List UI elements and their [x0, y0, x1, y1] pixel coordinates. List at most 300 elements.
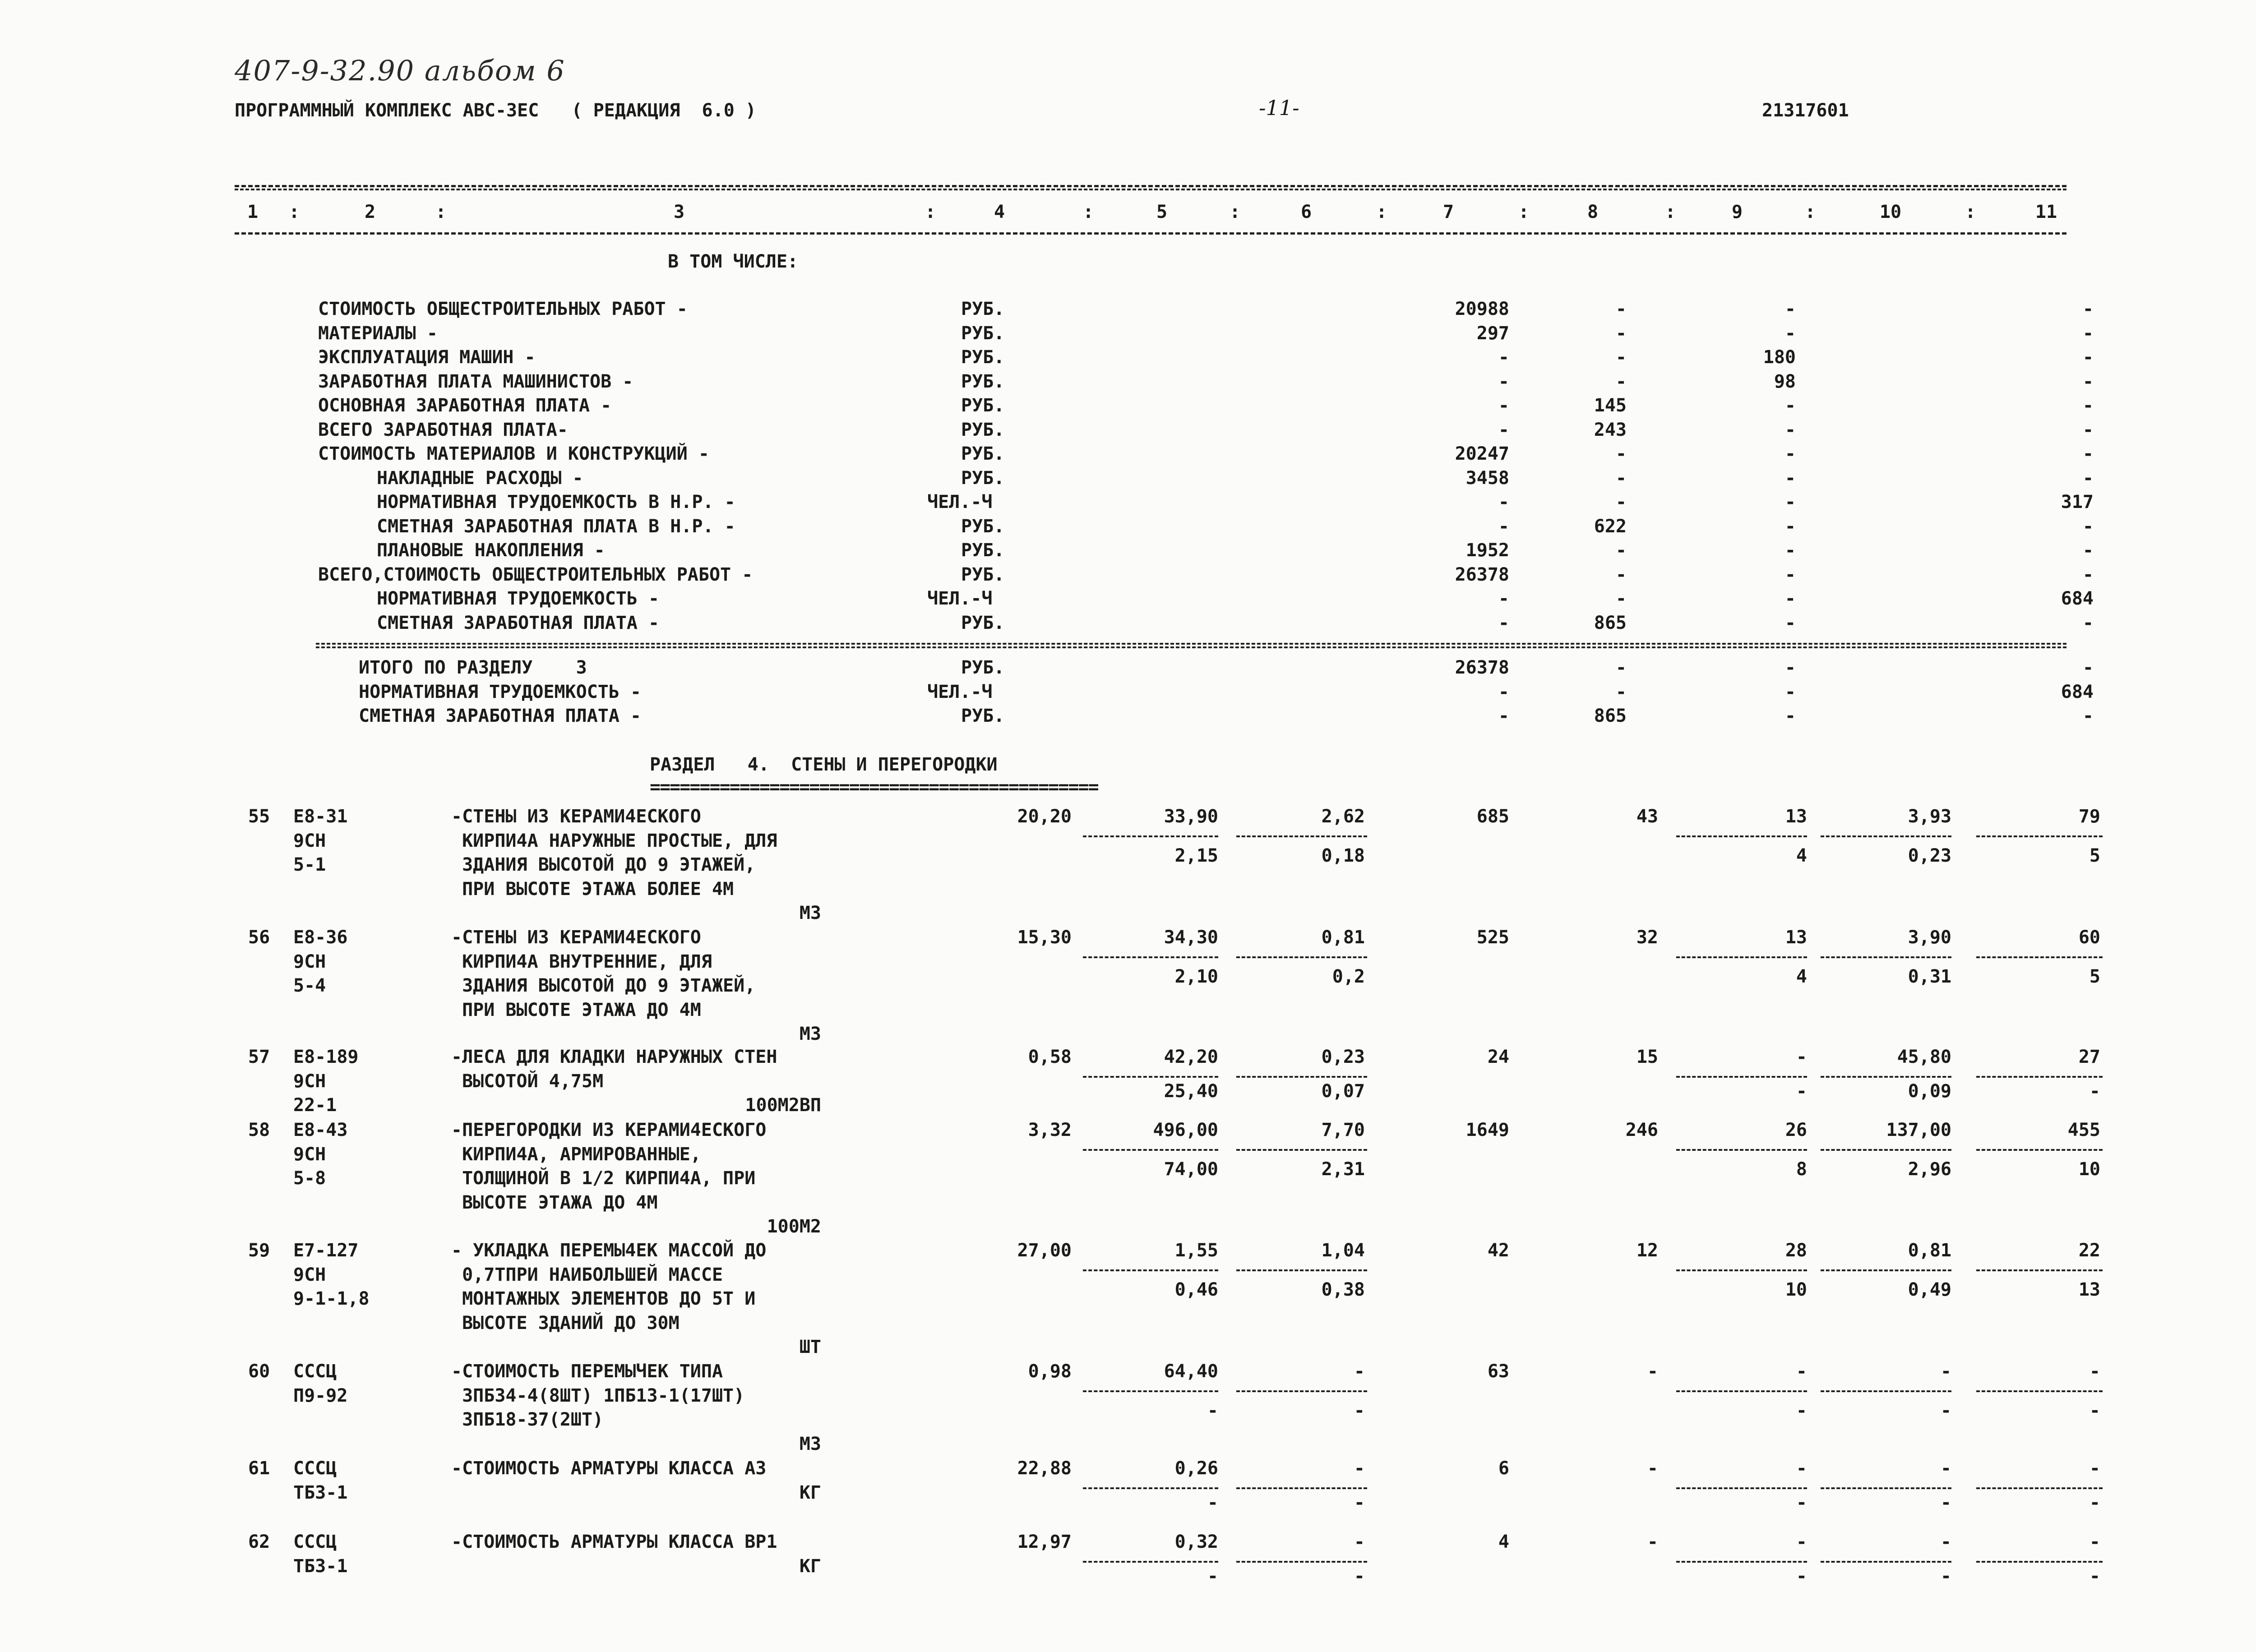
item-col7: 42: [1487, 1240, 1509, 1261]
summary-label: СТОИМОСТЬ МАТЕРИАЛОВ И КОНСТРУКЦИЙ -: [318, 443, 709, 464]
item-sub-col10: -: [1940, 1400, 1951, 1421]
summary-col11: -: [2082, 299, 2094, 319]
item-code: 5-1: [293, 854, 326, 875]
item-col5: 34,30: [1164, 927, 1218, 948]
item-col7: 685: [1476, 806, 1509, 827]
item-col6: -: [1354, 1532, 1365, 1552]
summary-col8: -: [1615, 588, 1627, 609]
item-unit: КГ: [799, 1555, 821, 1577]
summary-col11: -: [2082, 323, 2094, 344]
column-header-8: 8: [1587, 202, 1599, 222]
totals-label: ИТОГО ПО РАЗДЕЛУ 3: [359, 657, 587, 678]
item-sub-col5: -: [1207, 1565, 1218, 1587]
item-number: 57: [248, 1047, 270, 1067]
item-col4: 27,00: [1017, 1240, 1072, 1261]
summary-unit: РУБ.: [961, 467, 1005, 489]
summary-title: В ТОМ ЧИСЛЕ:: [668, 251, 798, 272]
item-col11: 22: [2078, 1240, 2100, 1261]
summary-label: НОРМАТИВНАЯ ТРУДОЕМКОСТЬ -: [377, 588, 660, 609]
item-col10: -: [1940, 1532, 1951, 1552]
item-code: Е8-31: [293, 806, 348, 827]
item-sub-col9: 4: [1796, 966, 1807, 987]
item-sub-col10: 0,23: [1908, 845, 1951, 866]
item-col11: -: [2089, 1458, 2100, 1479]
totals-col11: -: [2082, 657, 2094, 678]
item-divider-col10: [1821, 1269, 1951, 1271]
item-sub-col6: 0,07: [1321, 1080, 1365, 1102]
item-col9: 13: [1785, 806, 1807, 827]
summary-col11: -: [2082, 467, 2094, 489]
column-header-10: 10: [1879, 202, 1902, 222]
item-sub-col5: 2,15: [1174, 845, 1218, 866]
item-col9: -: [1796, 1458, 1807, 1479]
item-col4: 12,97: [1017, 1532, 1072, 1552]
item-divider-col10: [1821, 1149, 1951, 1151]
summary-unit: РУБ.: [961, 347, 1005, 368]
item-sub-col6: 2,31: [1321, 1159, 1365, 1180]
item-divider-col11: [1976, 1390, 2103, 1392]
item-description: -ЛЕСА ДЛЯ КЛАДКИ НАРУЖНЫХ СТЕН: [451, 1047, 777, 1067]
item-sub-col10: 0,49: [1908, 1279, 1951, 1300]
summary-col9: -: [1784, 299, 1796, 319]
summary-col7: -: [1498, 419, 1509, 440]
item-sub-col5: 2,10: [1174, 966, 1218, 987]
summary-col9: -: [1784, 516, 1796, 537]
totals-col9: -: [1784, 681, 1796, 702]
summary-unit: РУБ.: [961, 443, 1005, 464]
item-description: ЗДАНИЯ ВЫСОТОЙ ДО 9 ЭТАЖЕЙ,: [451, 975, 756, 996]
section-title: РАЗДЕЛ 4. СТЕНЫ И ПЕРЕГОРОДКИ: [650, 754, 998, 775]
item-col8: 15: [1636, 1047, 1658, 1067]
summary-col7: 297: [1476, 323, 1509, 344]
item-sub-col6: -: [1354, 1492, 1365, 1513]
summary-col7: -: [1498, 395, 1509, 416]
item-divider-col9: [1676, 1269, 1807, 1271]
item-col4: 3,32: [1028, 1120, 1072, 1140]
item-description: -ПЕРЕГОРОДКИ ИЗ КЕРАМИ4ЕСКОГО: [451, 1120, 767, 1140]
column-separator: :: [1665, 202, 1676, 222]
item-col5: 1,55: [1174, 1240, 1218, 1261]
item-divider-col5: [1083, 1149, 1218, 1151]
table-top-rule: [235, 185, 2066, 187]
item-divider-col11: [1976, 1149, 2103, 1151]
item-divider-col10: [1821, 1390, 1951, 1392]
summary-label: СТОИМОСТЬ ОБЩЕСТРОИТЕЛЬНЫХ РАБОТ -: [318, 299, 688, 319]
item-code: 9-1-1,8: [293, 1288, 370, 1309]
item-code: ТБ3-1: [293, 1555, 348, 1577]
item-code: 5-4: [293, 975, 326, 996]
column-header-9: 9: [1731, 202, 1743, 222]
item-divider-col11: [1976, 1561, 2103, 1563]
item-description: -СТОИМОСТЬ АРМАТУРЫ КЛАССА ВР1: [451, 1532, 777, 1552]
item-col11: 79: [2078, 806, 2100, 827]
summary-col7: 20988: [1455, 299, 1509, 319]
summary-col7: -: [1498, 516, 1509, 537]
item-divider-col10: [1821, 956, 1951, 958]
column-header-4: 4: [994, 202, 1005, 222]
item-sub-col5: 74,00: [1164, 1159, 1218, 1180]
item-col9: -: [1796, 1532, 1807, 1552]
item-divider-col11: [1976, 956, 2103, 958]
item-col6: 1,04: [1321, 1240, 1365, 1261]
item-description: -СТОИМОСТЬ ПЕРЕМЫЧЕК ТИПА: [451, 1361, 723, 1382]
summary-col9: -: [1784, 540, 1796, 561]
item-divider-col10: [1821, 1076, 1951, 1078]
item-col4: 22,88: [1017, 1458, 1072, 1479]
item-divider-col5: [1083, 1390, 1218, 1392]
summary-col11: -: [2082, 371, 2094, 392]
totals-col8: -: [1615, 681, 1627, 702]
item-col6: -: [1354, 1458, 1365, 1479]
item-sub-col10: 0,09: [1908, 1080, 1951, 1102]
summary-col8: 243: [1594, 419, 1627, 440]
totals-unit: РУБ.: [961, 657, 1005, 678]
column-separator: :: [925, 202, 936, 222]
item-divider-col10: [1821, 1561, 1951, 1563]
item-code: 22-1: [293, 1095, 337, 1116]
item-description: ТОЛЩИНОЙ В 1/2 КИРПИ4А, ПРИ: [451, 1168, 756, 1189]
item-col6: -: [1354, 1361, 1365, 1382]
item-col5: 64,40: [1164, 1361, 1218, 1382]
summary-col11: -: [2082, 516, 2094, 537]
item-description: 0,7ТПРИ НАИБОЛЬШЕЙ МАССЕ: [451, 1264, 723, 1285]
item-number: 55: [248, 806, 270, 827]
summary-col11: -: [2082, 564, 2094, 585]
item-sub-col9: -: [1796, 1492, 1807, 1513]
item-sub-col11: -: [2089, 1492, 2100, 1513]
summary-label: ЗАРАБОТНАЯ ПЛАТА МАШИНИСТОВ -: [318, 371, 633, 392]
summary-label: НАКЛАДНЫЕ РАСХОДЫ -: [377, 467, 583, 489]
item-description: - УКЛАДКА ПЕРЕМЫ4ЕК МАССОЙ ДО: [451, 1240, 767, 1261]
summary-col9: -: [1784, 419, 1796, 440]
item-code: Е8-189: [293, 1047, 359, 1067]
item-divider-col6: [1236, 835, 1367, 837]
item-divider-col6: [1236, 1269, 1367, 1271]
summary-col9: -: [1784, 395, 1796, 416]
summary-unit: РУБ.: [961, 419, 1005, 440]
item-divider-col6: [1236, 1487, 1367, 1489]
program-header: ПРОГРАММНЫЙ КОМПЛЕКС АВС-3ЕС ( РЕДАКЦИЯ 6.0 ): [235, 100, 756, 121]
item-description: -СТОИМОСТЬ АРМАТУРЫ КЛАССА А3: [451, 1458, 767, 1479]
item-number: 56: [248, 927, 270, 948]
column-header-7: 7: [1442, 202, 1454, 222]
summary-col8: -: [1615, 564, 1627, 585]
totals-col7: -: [1498, 681, 1509, 702]
item-code: СССЦ: [293, 1458, 337, 1479]
item-col11: 455: [2067, 1120, 2100, 1140]
column-separator: :: [289, 202, 300, 222]
column-header-rule: [235, 232, 2066, 235]
item-col5: 496,00: [1153, 1120, 1218, 1140]
item-col5: 42,20: [1164, 1047, 1218, 1067]
totals-unit: ЧЕЛ.-Ч: [927, 681, 993, 702]
item-description: ВЫСОТЕ ЗДАНИЙ ДО 30М: [451, 1312, 680, 1334]
item-col8: -: [1647, 1532, 1658, 1552]
item-col7: 24: [1487, 1047, 1509, 1067]
item-col9: 28: [1785, 1240, 1807, 1261]
summary-unit: РУБ.: [961, 564, 1005, 585]
summary-rule: [316, 643, 2066, 645]
item-description: -СТЕНЫ ИЗ КЕРАМИ4ЕСКОГО: [451, 806, 701, 827]
item-sub-col10: -: [1940, 1492, 1951, 1513]
item-col4: 20,20: [1017, 806, 1072, 827]
summary-col7: -: [1498, 612, 1509, 633]
item-divider-col6: [1236, 1076, 1367, 1078]
summary-col9: -: [1784, 492, 1796, 512]
item-col4: 0,98: [1028, 1361, 1072, 1382]
summary-label: ЭКСПЛУАТАЦИЯ МАШИН -: [318, 347, 536, 368]
page-number: -11-: [1259, 96, 1299, 120]
item-description: ВЫСОТЕ ЭТАЖА ДО 4М: [451, 1192, 658, 1213]
item-col9: -: [1796, 1361, 1807, 1382]
item-sub-col6: -: [1354, 1565, 1365, 1587]
item-sub-col11: 13: [2078, 1279, 2100, 1300]
item-description: 3ПБ18-37(2ШТ): [451, 1409, 604, 1430]
item-unit: М3: [799, 1024, 821, 1044]
summary-label: СМЕТНАЯ ЗАРАБОТНАЯ ПЛАТА В Н.Р. -: [377, 516, 735, 537]
item-divider-col9: [1676, 1561, 1807, 1563]
item-code: 5-8: [293, 1168, 326, 1189]
summary-unit: РУБ.: [961, 323, 1005, 344]
summary-col11: -: [2082, 347, 2094, 368]
item-divider-col10: [1821, 835, 1951, 837]
summary-col8: -: [1615, 492, 1627, 512]
column-header-1: 1: [247, 202, 259, 222]
item-col11: 27: [2078, 1047, 2100, 1067]
item-col11: 60: [2078, 927, 2100, 948]
table-top-rule-2: [235, 189, 2066, 190]
item-col10: 3,93: [1908, 806, 1951, 827]
item-sub-col9: -: [1796, 1080, 1807, 1102]
column-separator: :: [1805, 202, 1816, 222]
item-divider-col9: [1676, 835, 1807, 837]
item-sub-col9: 10: [1785, 1279, 1807, 1300]
item-divider-col11: [1976, 835, 2103, 837]
item-col5: 0,32: [1174, 1532, 1218, 1552]
item-unit: М3: [799, 1433, 821, 1454]
item-divider-col9: [1676, 1487, 1807, 1489]
item-sub-col10: 2,96: [1908, 1159, 1951, 1180]
summary-col7: 20247: [1455, 443, 1509, 464]
item-divider-col5: [1083, 1561, 1218, 1563]
item-code: 9СН: [293, 951, 326, 972]
summary-col8: -: [1615, 467, 1627, 489]
column-separator: :: [1965, 202, 1976, 222]
column-separator: :: [1083, 202, 1094, 222]
totals-col9: -: [1784, 706, 1796, 726]
summary-label: ПЛАНОВЫЕ НАКОПЛЕНИЯ -: [377, 540, 605, 561]
summary-unit: ЧЕЛ.-Ч: [927, 492, 993, 512]
item-code: 9СН: [293, 1264, 326, 1285]
totals-label: НОРМАТИВНАЯ ТРУДОЕМКОСТЬ -: [359, 681, 642, 702]
item-divider-col5: [1083, 835, 1218, 837]
item-number: 59: [248, 1240, 270, 1261]
summary-col7: -: [1498, 492, 1509, 512]
item-divider-col9: [1676, 1149, 1807, 1151]
item-code: Е8-43: [293, 1120, 348, 1140]
summary-col11: -: [2082, 540, 2094, 561]
item-unit: КГ: [799, 1482, 821, 1503]
summary-unit: РУБ.: [961, 395, 1005, 416]
item-divider-col11: [1976, 1076, 2103, 1078]
item-sub-col10: -: [1940, 1565, 1951, 1587]
item-unit: ШТ: [799, 1337, 821, 1357]
summary-col8: -: [1615, 323, 1627, 344]
item-number: 58: [248, 1120, 270, 1140]
column-header-3: 3: [673, 202, 685, 222]
item-col7: 525: [1476, 927, 1509, 948]
item-description: ПРИ ВЫСОТЕ ЭТАЖА БОЛЕЕ 4М: [451, 878, 734, 900]
item-sub-col11: -: [2089, 1080, 2100, 1102]
summary-label: ВСЕГО,СТОИМОСТЬ ОБЩЕСТРОИТЕЛЬНЫХ РАБОТ -: [318, 564, 753, 585]
item-divider-col5: [1083, 1076, 1218, 1078]
item-code: 9СН: [293, 830, 326, 851]
column-separator: :: [435, 202, 447, 222]
summary-col8: -: [1615, 347, 1627, 368]
item-sub-col11: 5: [2089, 845, 2100, 866]
summary-col9: -: [1784, 467, 1796, 489]
item-sub-col11: -: [2089, 1565, 2100, 1587]
item-sub-col9: -: [1796, 1565, 1807, 1587]
column-header-2: 2: [364, 202, 376, 222]
totals-col7: -: [1498, 706, 1509, 726]
summary-col11: -: [2082, 612, 2094, 633]
summary-col7: -: [1498, 588, 1509, 609]
summary-col8: 865: [1594, 612, 1627, 633]
item-divider-col5: [1083, 1487, 1218, 1489]
item-description: ПРИ ВЫСОТЕ ЭТАЖА ДО 4М: [451, 999, 701, 1020]
summary-unit: РУБ.: [961, 612, 1005, 633]
column-separator: :: [1518, 202, 1530, 222]
item-divider-col6: [1236, 956, 1367, 958]
item-sub-col9: 4: [1796, 845, 1807, 866]
summary-col9: -: [1784, 612, 1796, 633]
summary-col11: -: [2082, 419, 2094, 440]
item-sub-col5: 0,46: [1174, 1279, 1218, 1300]
item-divider-col11: [1976, 1269, 2103, 1271]
item-col10: -: [1940, 1458, 1951, 1479]
item-divider-col5: [1083, 956, 1218, 958]
summary-unit: РУБ.: [961, 371, 1005, 392]
column-header-11: 11: [2035, 202, 2057, 222]
item-divider-col9: [1676, 1076, 1807, 1078]
section-underline: =============================================: [650, 777, 1098, 798]
item-divider-col10: [1821, 1487, 1951, 1489]
item-sub-col6: 0,2: [1332, 966, 1365, 987]
item-col7: 6: [1498, 1458, 1509, 1479]
item-sub-col11: 10: [2078, 1159, 2100, 1180]
summary-unit: РУБ.: [961, 299, 1005, 319]
item-divider-col9: [1676, 1390, 1807, 1392]
item-col5: 33,90: [1164, 806, 1218, 827]
item-sub-col11: 5: [2089, 966, 2100, 987]
item-number: 62: [248, 1532, 270, 1552]
item-col6: 2,62: [1321, 806, 1365, 827]
item-description: ЗДАНИЯ ВЫСОТОЙ ДО 9 ЭТАЖЕЙ,: [451, 854, 756, 875]
item-col11: -: [2089, 1361, 2100, 1382]
item-description: КИРПИ4А, АРМИРОВАННЫЕ,: [451, 1144, 701, 1165]
item-col9: -: [1796, 1047, 1807, 1067]
item-code: 9СН: [293, 1144, 326, 1165]
totals-col8: -: [1615, 657, 1627, 678]
item-unit: 100М2ВП: [745, 1095, 821, 1116]
item-code: Е8-36: [293, 927, 348, 948]
summary-col11: -: [2082, 395, 2094, 416]
document-code: 21317601: [1762, 100, 1849, 121]
summary-col11: -: [2082, 443, 2094, 464]
item-unit: 100М2: [767, 1216, 821, 1237]
item-sub-col6: 0,18: [1321, 845, 1365, 866]
summary-col7: -: [1498, 371, 1509, 392]
item-divider-col6: [1236, 1149, 1367, 1151]
item-sub-col5: -: [1207, 1492, 1218, 1513]
totals-col11: -: [2082, 706, 2094, 726]
item-divider-col11: [1976, 1487, 2103, 1489]
item-code: П9-92: [293, 1385, 348, 1406]
summary-label: ОСНОВНАЯ ЗАРАБОТНАЯ ПЛАТА -: [318, 395, 612, 416]
item-col10: -: [1940, 1361, 1951, 1382]
item-col8: 12: [1636, 1240, 1658, 1261]
summary-col7: 26378: [1455, 564, 1509, 585]
item-col8: -: [1647, 1458, 1658, 1479]
item-divider-col9: [1676, 956, 1807, 958]
item-description: КИРПИ4А ВНУТРЕННИЕ, ДЛЯ: [451, 951, 712, 972]
item-sub-col6: 0,38: [1321, 1279, 1365, 1300]
summary-col8: -: [1615, 299, 1627, 319]
item-col10: 45,80: [1897, 1047, 1951, 1067]
summary-col8: -: [1615, 371, 1627, 392]
item-number: 60: [248, 1361, 270, 1382]
column-header-5: 5: [1156, 202, 1168, 222]
item-sub-col11: -: [2089, 1400, 2100, 1421]
totals-col7: 26378: [1455, 657, 1509, 678]
summary-label: СМЕТНАЯ ЗАРАБОТНАЯ ПЛАТА -: [377, 612, 660, 633]
summary-unit: РУБ.: [961, 516, 1005, 537]
item-divider-col6: [1236, 1390, 1367, 1392]
item-sub-col5: 25,40: [1164, 1080, 1218, 1102]
item-col8: -: [1647, 1361, 1658, 1382]
summary-col8: -: [1615, 540, 1627, 561]
item-description: МОНТАЖНЫХ ЭЛЕМЕНТОВ ДО 5Т И: [451, 1288, 756, 1309]
item-sub-col5: -: [1207, 1400, 1218, 1421]
item-col4: 0,58: [1028, 1047, 1072, 1067]
column-separator: :: [1376, 202, 1387, 222]
item-col7: 4: [1498, 1532, 1509, 1552]
totals-col11: 684: [2061, 681, 2094, 702]
item-divider-col5: [1083, 1269, 1218, 1271]
item-description: -СТЕНЫ ИЗ КЕРАМИ4ЕСКОГО: [451, 927, 701, 948]
summary-label: НОРМАТИВНАЯ ТРУДОЕМКОСТЬ В Н.Р. -: [377, 492, 735, 512]
summary-unit: ЧЕЛ.-Ч: [927, 588, 993, 609]
totals-col9: -: [1784, 657, 1796, 678]
summary-col7: 3458: [1465, 467, 1509, 489]
item-col6: 0,81: [1321, 927, 1365, 948]
item-unit: М3: [799, 903, 821, 923]
item-code: Е7-127: [293, 1240, 359, 1261]
item-code: ТБ3-1: [293, 1482, 348, 1503]
item-description: ВЫСОТОЙ 4,75М: [451, 1071, 604, 1092]
item-col7: 1649: [1465, 1120, 1509, 1140]
totals-col8: 865: [1594, 706, 1627, 726]
summary-col8: -: [1615, 443, 1627, 464]
totals-unit: РУБ.: [961, 706, 1005, 726]
summary-col11: 684: [2061, 588, 2094, 609]
item-sub-col10: 0,31: [1908, 966, 1951, 987]
item-sub-col9: 8: [1796, 1159, 1807, 1180]
summary-rule-2: [316, 646, 2066, 648]
summary-col8: 145: [1594, 395, 1627, 416]
summary-col9: -: [1784, 443, 1796, 464]
